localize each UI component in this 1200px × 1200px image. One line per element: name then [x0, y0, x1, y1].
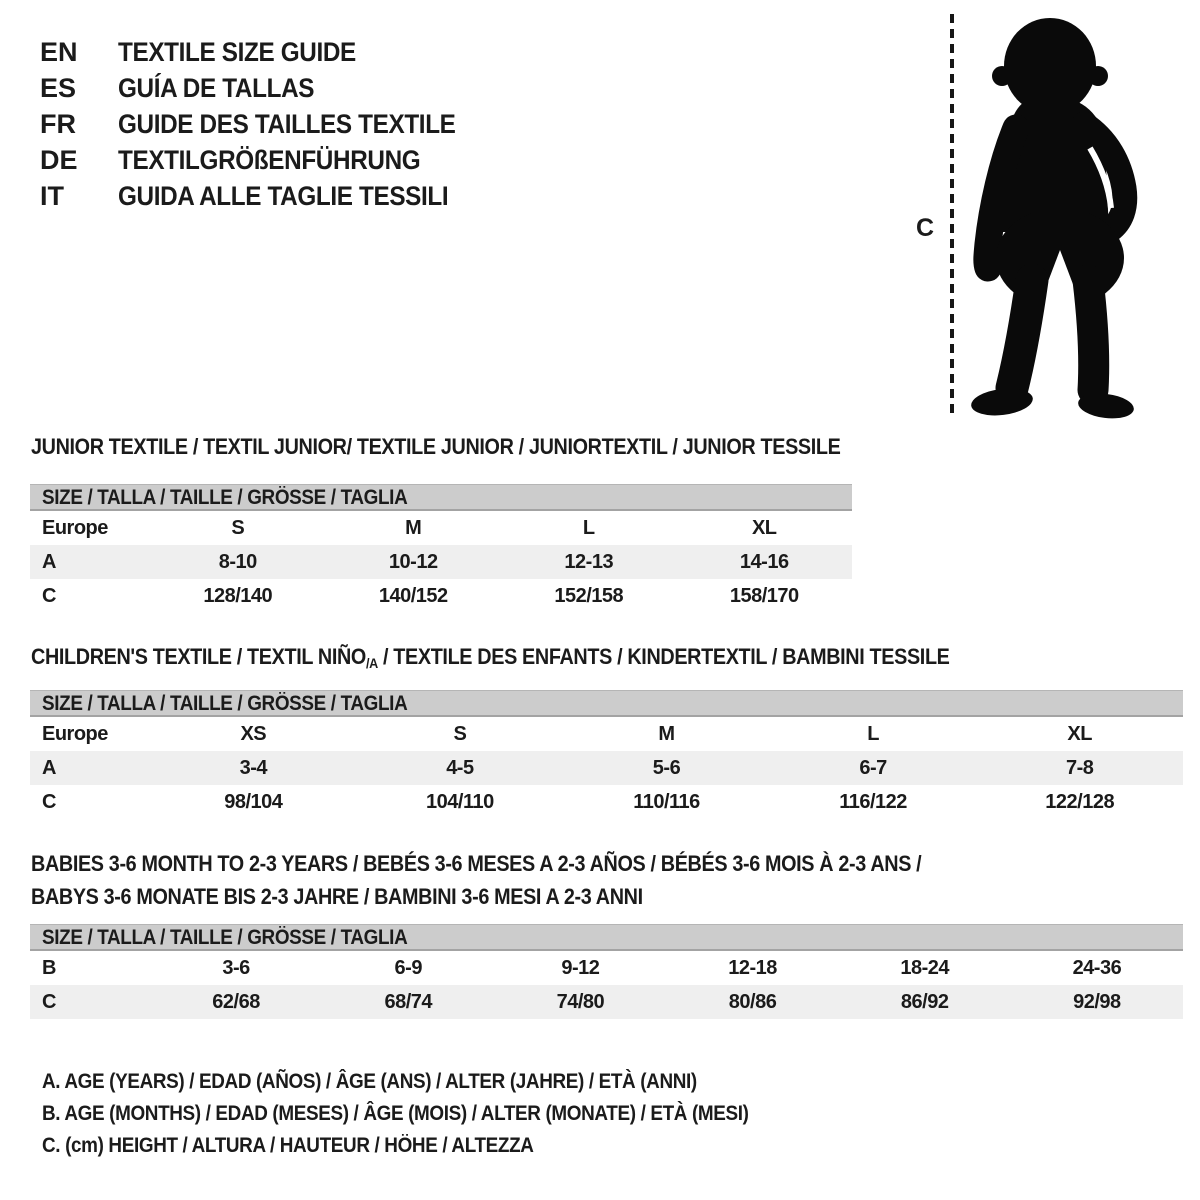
table-cell: 68/74: [322, 985, 494, 1019]
table-row: [30, 511, 852, 545]
row-label: B: [42, 956, 56, 979]
table-cell: 104/110: [426, 790, 494, 813]
table-cell: S: [231, 516, 245, 539]
dashed-measure-line: [950, 14, 954, 416]
row-label: Europe: [42, 722, 108, 745]
language-code: FR: [40, 108, 76, 139]
language-row-fr: [40, 106, 493, 142]
language-title: TEXTILGRÖßENFÜHRUNG: [118, 144, 421, 175]
footnote-text: B. AGE (MONTHS) / EDAD (MESES) / ÂGE (MOIS) / ALTER (MONATE) / ETÀ (MESI): [42, 1102, 749, 1125]
language-code: IT: [40, 180, 64, 211]
language-title-block: [40, 34, 493, 214]
language-title: GUÍA DE TALLAS: [118, 72, 315, 103]
table-cell: 12-13: [501, 545, 677, 579]
table-cell: 3-4: [150, 751, 357, 785]
language-title: TEXTILE SIZE GUIDE: [118, 36, 356, 67]
table-cell: 10-12: [326, 545, 502, 579]
babies-table-grid: [30, 951, 1183, 1019]
children-heading-post: / TEXTILE DES ENFANTS / KINDERTEXTIL / BAMBINI TESSILE: [377, 644, 950, 669]
table-cell: 86/92: [839, 985, 1011, 1019]
row-label: C: [42, 584, 56, 607]
row-label: A: [30, 751, 150, 785]
children-heading-pre: CHILDREN'S TEXTILE / TEXTIL NIÑO: [31, 644, 366, 669]
table-cell: 24-36: [1072, 956, 1122, 979]
table-cell: L: [867, 722, 879, 745]
language-row-es: [40, 70, 493, 106]
table-cell: L: [582, 516, 595, 539]
babies-heading-line2: BABYS 3-6 MONATE BIS 2-3 JAHRE / BAMBINI 3-6 MESI A 2-3 ANNI: [31, 884, 643, 909]
table-cell: 4-5: [357, 751, 564, 785]
table-cell: 62/68: [150, 985, 322, 1019]
children-size-table: [30, 690, 1183, 819]
children-heading-text: [31, 644, 950, 671]
table-cell: S: [453, 722, 467, 745]
language-row-it: [40, 178, 493, 214]
language-code: ES: [40, 72, 77, 103]
babies-section-heading: [31, 851, 1020, 917]
table-cell: 140/152: [378, 584, 448, 607]
size-header-bar: [30, 484, 852, 511]
table-cell: 116/122: [839, 790, 907, 813]
table-cell: 122/128: [1045, 790, 1115, 813]
language-row-en: [40, 34, 493, 70]
footnote-height-cm: [42, 1134, 588, 1158]
table-cell: 152/158: [554, 584, 624, 607]
table-cell: 14-16: [677, 545, 853, 579]
size-header-bar: [30, 924, 1183, 951]
table-cell: M: [405, 516, 422, 539]
size-header-text: SIZE / TALLA / TAILLE / GRÖSSE / TAGLIA: [42, 926, 408, 949]
table-cell: 98/104: [224, 790, 283, 813]
junior-heading-text: JUNIOR TEXTILE / TEXTIL JUNIOR/ TEXTILE JUNIOR / JUNIORTEXTIL / JUNIOR TESSILE: [31, 434, 841, 459]
table-cell: 6-9: [394, 956, 422, 979]
table-cell: 80/86: [666, 985, 838, 1019]
table-cell: M: [658, 722, 675, 745]
table-row: [30, 985, 1183, 1019]
footnote-age-months: [42, 1102, 827, 1126]
language-row-de: [40, 142, 493, 178]
table-cell: 8-10: [150, 545, 326, 579]
table-cell: 9-12: [561, 956, 600, 979]
footnote-text: A. AGE (YEARS) / EDAD (AÑOS) / ÂGE (ANS) / ALTER (JAHRE) / ETÀ (ANNI): [42, 1070, 697, 1093]
table-cell: 7-8: [976, 751, 1183, 785]
row-label: Europe: [42, 516, 108, 539]
size-header-text: SIZE / TALLA / TAILLE / GRÖSSE / TAGLIA: [42, 486, 408, 509]
footnote-text: C. (cm) HEIGHT / ALTURA / HAUTEUR / HÖHE / ALTEZZA: [42, 1134, 534, 1157]
table-cell: 158/170: [729, 584, 799, 607]
table-cell: 3-6: [222, 956, 250, 979]
table-cell: 128/140: [203, 584, 273, 607]
children-section-heading: [31, 644, 1052, 671]
table-row: [30, 951, 1183, 985]
table-cell: 12-18: [728, 956, 777, 979]
language-title: GUIDE DES TAILLES TEXTILE: [118, 108, 456, 139]
table-row: [30, 717, 1183, 751]
table-row: [30, 751, 1183, 785]
table-row: [30, 785, 1183, 819]
table-cell: XL: [1067, 722, 1092, 745]
table-cell: XL: [751, 516, 777, 539]
junior-table-grid: [30, 511, 852, 613]
size-header-text: SIZE / TALLA / TAILLE / GRÖSSE / TAGLIA: [42, 692, 408, 715]
language-code: EN: [40, 36, 78, 67]
junior-section-heading: [31, 434, 930, 460]
footnote-age-years: [42, 1070, 770, 1094]
table-cell: XS: [240, 722, 267, 745]
table-cell: 110/116: [633, 790, 700, 813]
babies-size-table: [30, 924, 1183, 1019]
toddler-silhouette: [962, 12, 1148, 420]
language-title: GUIDA ALLE TAGLIE TESSILI: [118, 180, 449, 211]
table-cell: 18-24: [900, 956, 950, 979]
row-label: C: [42, 790, 56, 813]
babies-heading-line1: BABIES 3-6 MONTH TO 2-3 YEARS / BEBÉS 3-6 MESES A 2-3 AÑOS / BÉBÉS 3-6 MOIS À 2-3 ANS /: [31, 851, 922, 876]
language-code: DE: [40, 144, 78, 175]
table-row: [30, 545, 852, 579]
table-cell: 74/80: [494, 985, 666, 1019]
table-cell: 92/98: [1011, 985, 1183, 1019]
table-cell: 6-7: [770, 751, 977, 785]
row-label: A: [30, 545, 150, 579]
children-heading-sub: /A: [365, 655, 378, 671]
measure-c-label: C: [916, 214, 935, 242]
children-table-grid: [30, 717, 1183, 819]
height-measure-figure: [890, 10, 1170, 425]
junior-size-table: [30, 484, 852, 613]
row-label: C: [30, 985, 150, 1019]
table-row: [30, 579, 852, 613]
size-header-bar: [30, 690, 1183, 717]
table-cell: 5-6: [563, 751, 770, 785]
